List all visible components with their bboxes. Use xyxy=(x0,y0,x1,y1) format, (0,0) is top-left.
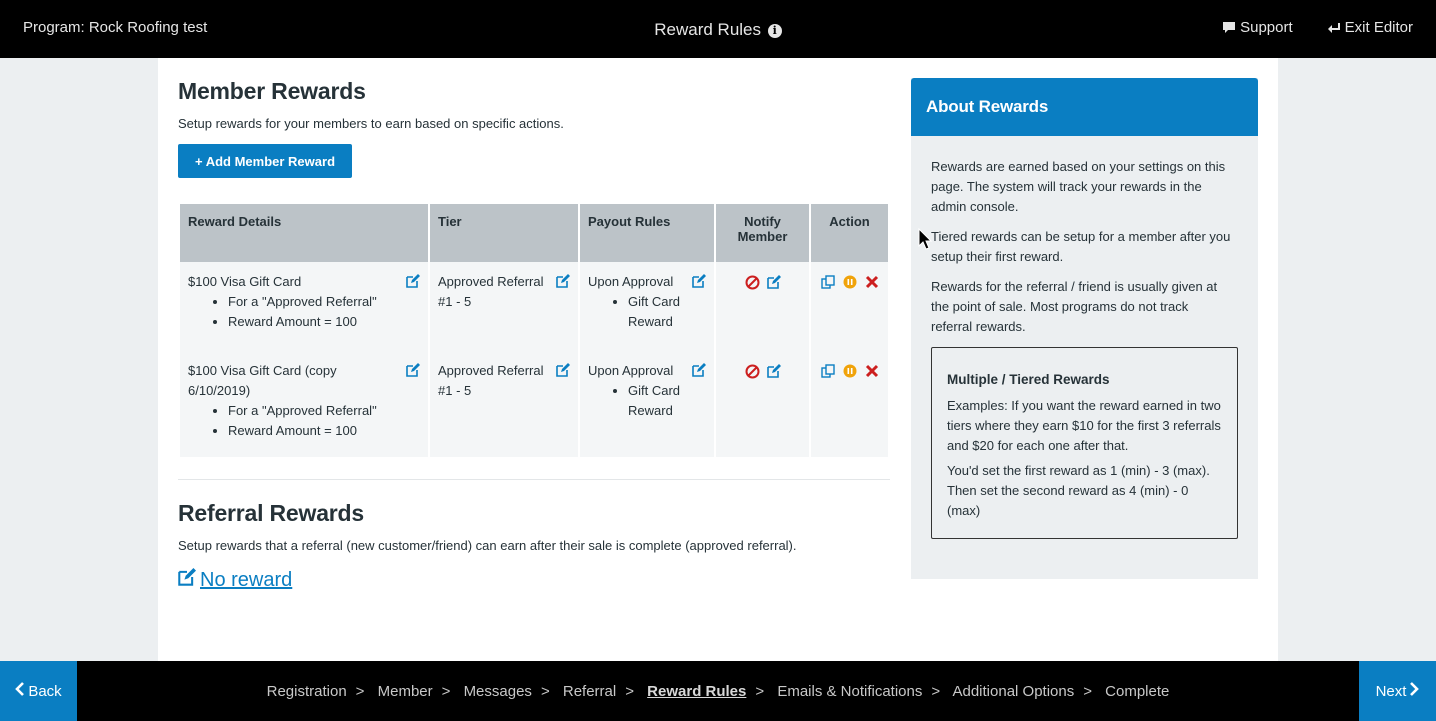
reward-title: $100 Visa Gift Card xyxy=(188,274,302,289)
mouse-cursor xyxy=(918,228,932,250)
ban-icon[interactable] xyxy=(745,275,759,289)
col-payout-rules: Payout Rules xyxy=(580,204,714,262)
table-row xyxy=(180,262,888,351)
table-header-row xyxy=(180,204,888,262)
about-paragraph: Rewards for the referral / friend is usually given at the point of sale. Most programs do not track referral rewards. xyxy=(931,279,1218,334)
step-breadcrumb: Registration > Member > Messages > Referral > Reward Rules > Emails & Notifications > Additional Options > Complete xyxy=(266,683,1170,700)
exit-icon xyxy=(1327,22,1341,34)
no-reward-link[interactable] xyxy=(178,568,292,592)
copy-icon[interactable] xyxy=(821,275,835,289)
payout-item: • Gift Card Reward xyxy=(628,292,686,332)
page-title-text: Reward Rules xyxy=(654,20,762,39)
step-reward-rules[interactable]: Reward Rules xyxy=(647,683,747,700)
add-member-reward-button[interactable]: + Add Member Reward xyxy=(178,144,352,178)
support-label: Support xyxy=(1240,19,1293,36)
exit-editor-label: Exit Editor xyxy=(1344,19,1413,36)
payout-text: Upon Approval xyxy=(588,363,674,378)
col-notify-member: Notify Member xyxy=(716,204,809,262)
step-additional-options[interactable]: Additional Options xyxy=(952,683,1075,700)
edit-icon[interactable] xyxy=(767,275,781,289)
notify-cell xyxy=(716,262,809,351)
member-rewards-title: Member Rewards xyxy=(178,78,366,104)
pause-icon[interactable] xyxy=(843,275,857,289)
bottom-nav xyxy=(0,661,1436,721)
reward-detail-item: • For a "Approved Referral" xyxy=(228,292,420,312)
reward-title: $100 Visa Gift Card (copy 6/10/2019) xyxy=(188,363,337,398)
tier-cell xyxy=(430,351,578,457)
tier-cell xyxy=(430,262,578,351)
program-name: Program: Rock Roofing test xyxy=(23,19,208,36)
member-rewards-table xyxy=(178,204,890,457)
about-rewards-panel xyxy=(911,78,1258,579)
reward-detail-item: • Reward Amount = 100 xyxy=(228,421,420,441)
edit-icon[interactable] xyxy=(692,363,706,377)
tiered-rewards-example: Examples: If you want the reward earned in two tiers where they earn $10 for the first 3 referrals and $20 for each one after that. xyxy=(947,398,1221,453)
page-title xyxy=(0,20,1436,40)
referral-rewards-title: Referral Rewards xyxy=(178,500,364,526)
payout-item: • Gift Card Reward xyxy=(628,381,686,421)
edit-icon[interactable] xyxy=(556,274,570,288)
delete-icon[interactable] xyxy=(865,275,879,289)
col-action: Action xyxy=(811,204,888,262)
info-icon[interactable]: i xyxy=(768,24,782,38)
col-tier: Tier xyxy=(430,204,578,262)
about-rewards-title: About Rewards xyxy=(911,78,1258,136)
tiered-rewards-title: Multiple / Tiered Rewards xyxy=(947,372,1110,387)
about-paragraph: Rewards are earned based on your settings on this page. The system will track your rewards in the admin console. xyxy=(931,159,1226,214)
step-messages[interactable]: Messages xyxy=(463,683,532,700)
payout-cell xyxy=(580,262,714,351)
step-registration[interactable]: Registration xyxy=(266,683,347,700)
back-label: Back xyxy=(28,682,62,700)
step-referral[interactable]: Referral xyxy=(562,683,617,700)
about-paragraph: Tiered rewards can be setup for a member after you setup their first reward. xyxy=(931,229,1231,264)
support-link[interactable] xyxy=(1222,19,1293,36)
step-emails-notifications[interactable]: Emails & Notifications xyxy=(777,683,923,700)
copy-icon[interactable] xyxy=(821,364,835,378)
edit-icon[interactable] xyxy=(556,363,570,377)
tier-text: Approved Referral #1 - 5 xyxy=(438,363,544,398)
tiered-rewards-box xyxy=(931,347,1238,539)
edit-icon[interactable] xyxy=(692,274,706,288)
ban-icon[interactable] xyxy=(745,364,759,378)
reward-detail-item: • For a "Approved Referral" xyxy=(228,401,420,421)
tiered-rewards-example: You'd set the first reward as 1 (min) - 3 (max). Then set the second reward as 4 (min) - 0 (max) xyxy=(947,463,1210,518)
tier-text: Approved Referral #1 - 5 xyxy=(438,274,544,309)
comment-icon xyxy=(1222,21,1236,34)
member-rewards-subtitle: Setup rewards for your members to earn based on specific actions. xyxy=(178,116,564,131)
next-button[interactable] xyxy=(1359,661,1436,721)
edit-icon[interactable] xyxy=(767,364,781,378)
edit-icon[interactable] xyxy=(406,363,420,377)
reward-detail-item: • Reward Amount = 100 xyxy=(228,312,420,332)
no-reward-label: No reward xyxy=(200,568,293,591)
top-bar xyxy=(0,0,1436,58)
reward-details-cell xyxy=(180,351,428,457)
payout-text: Upon Approval xyxy=(588,274,674,289)
table-row xyxy=(180,351,888,457)
pause-icon[interactable] xyxy=(843,364,857,378)
reward-details-cell xyxy=(180,262,428,351)
referral-rewards-subtitle: Setup rewards that a referral (new customer/friend) can earn after their sale is complete (approved referral). xyxy=(178,538,797,553)
chevron-right-icon xyxy=(1409,682,1419,700)
section-divider xyxy=(178,479,890,480)
next-label: Next xyxy=(1375,682,1407,700)
col-reward-details: Reward Details xyxy=(180,204,428,262)
exit-editor-link[interactable] xyxy=(1327,19,1413,36)
step-member[interactable]: Member xyxy=(377,683,433,700)
step-complete[interactable]: Complete xyxy=(1105,683,1170,700)
delete-icon[interactable] xyxy=(865,364,879,378)
action-cell xyxy=(811,351,888,457)
edit-icon[interactable] xyxy=(406,274,420,288)
payout-cell xyxy=(580,351,714,457)
edit-icon xyxy=(178,568,196,592)
notify-cell xyxy=(716,351,809,457)
action-cell xyxy=(811,262,888,351)
